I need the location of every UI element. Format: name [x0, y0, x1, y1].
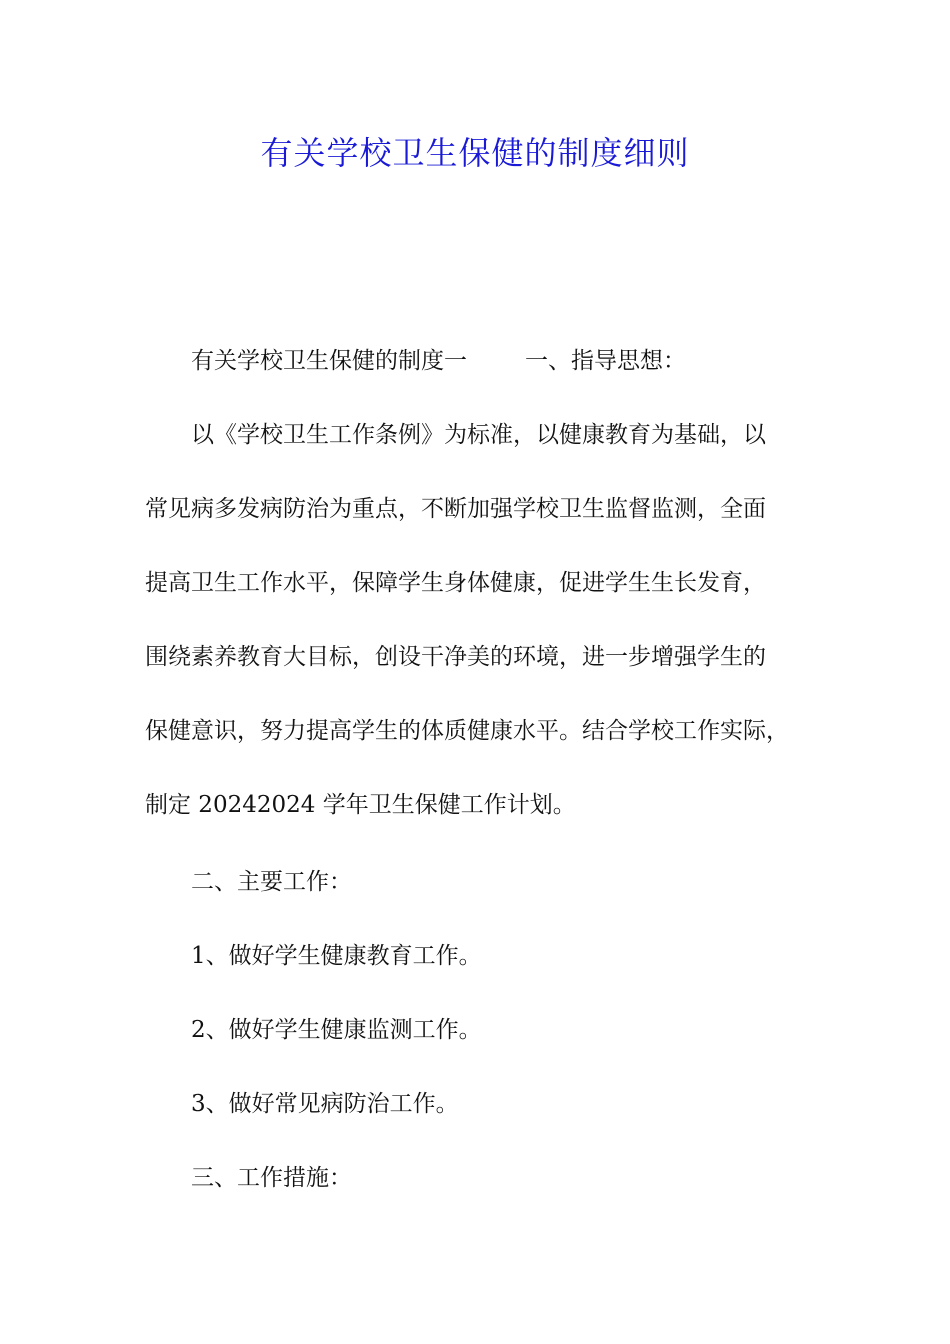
heading-line — [145, 345, 881, 377]
document-title: 有关学校卫生保健的制度细则 — [260, 134, 690, 172]
intro-line-5: 保健意识，努力提高学生的体质健康水平。结合学校工作实际， — [145, 718, 789, 744]
section2-item-2: 2、做好学生健康监测工作。 — [191, 1017, 482, 1043]
section2-heading: 二、主要工作： — [191, 869, 352, 895]
section3-heading: 三、工作措施： — [191, 1165, 352, 1191]
intro-line-2: 常见病多发病防治为重点，不断加强学校卫生监督监测，全面 — [145, 496, 766, 522]
heading-part2: 一、指导思想： — [525, 348, 686, 374]
heading-part1: 有关学校卫生保健的制度一 — [191, 348, 467, 374]
section2-item-3: 3、做好常见病防治工作。 — [191, 1091, 459, 1117]
intro-line-6: 制定 20242024 学年卫生保健工作计划。 — [145, 792, 576, 818]
intro-line-1: 以《学校卫生工作条例》为标准，以健康教育为基础，以 — [191, 422, 766, 448]
section2-item-1: 1、做好学生健康教育工作。 — [191, 943, 482, 969]
intro-line-3: 提高卫生工作水平，保障学生身体健康，促进学生生长发育， — [145, 570, 766, 596]
intro-line-4: 围绕素养教育大目标，创设干净美的环境，进一步增强学生的 — [145, 644, 766, 670]
